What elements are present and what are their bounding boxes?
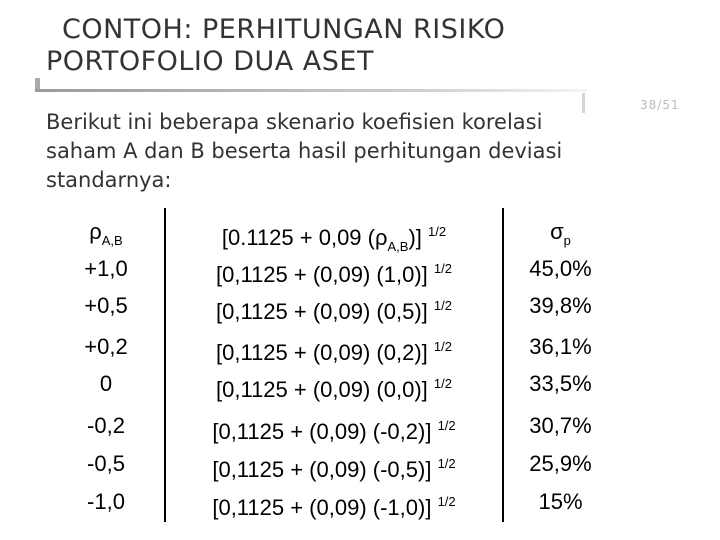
formula-exponent: 1/2 xyxy=(437,418,456,433)
rho-value: -0,5 xyxy=(87,451,125,476)
table-row xyxy=(48,446,617,482)
formula-exponent: 1/2 xyxy=(433,261,452,276)
table-row xyxy=(48,484,617,520)
intro-line-1: Berikut ini beberapa skenario koefisien korelasi xyxy=(46,110,543,134)
sigma-symbol: σ xyxy=(550,219,564,244)
formula-exponent: 1/2 xyxy=(433,339,452,354)
slide-title-line-2: PORTOFOLIO DUA ASET xyxy=(46,46,374,77)
slide-number: 38/51 xyxy=(640,98,680,112)
header-correlation xyxy=(48,214,164,250)
intro-text xyxy=(46,108,646,195)
table-row xyxy=(48,251,617,287)
table-row xyxy=(48,408,617,444)
std-dev-value: 15% xyxy=(538,489,583,514)
formula-cell xyxy=(166,329,502,365)
formula-text: [0,1125 + (0,09) (-0,5)] xyxy=(212,457,432,482)
formula-suffix: )] xyxy=(408,225,422,250)
formula-rho-subscript: A,B xyxy=(387,239,409,254)
formula-exponent: 1/2 xyxy=(433,298,452,313)
formula-prefix: [0.1125 + 0,09 ( xyxy=(221,225,375,250)
header-std-dev xyxy=(504,214,617,250)
std-dev-value: 45,0% xyxy=(529,256,592,281)
formula-text: [0,1125 + (0,09) (-0,2)] xyxy=(212,419,432,444)
std-dev-value: 33,5% xyxy=(529,371,592,396)
formula-rho-symbol: ρ xyxy=(374,225,388,250)
formula-cell xyxy=(166,484,502,520)
rho-symbol: ρ xyxy=(89,219,102,244)
rho-value: -1,0 xyxy=(87,489,125,514)
rho-value: +0,2 xyxy=(84,334,128,359)
intro-line-3: standarnya: xyxy=(46,168,172,192)
formula-cell xyxy=(166,251,502,287)
header-formula xyxy=(166,214,502,254)
formula-exponent: 1/2 xyxy=(428,224,447,239)
rho-value: +0,5 xyxy=(84,293,128,318)
formula-text: [0,1125 + (0,09) (0,2)] xyxy=(216,340,428,365)
formula-exponent: 1/2 xyxy=(437,456,456,471)
formula-text: [0,1125 + (0,09) (0,5)] xyxy=(216,299,428,324)
slide-title xyxy=(46,14,646,78)
formula-text: [0,1125 + (0,09) (1,0)] xyxy=(216,262,428,287)
table-row xyxy=(48,288,617,324)
std-dev-value: 39,8% xyxy=(529,293,592,318)
formula-cell xyxy=(166,288,502,324)
rho-value: +1,0 xyxy=(84,256,128,281)
rho-value: -0,2 xyxy=(87,413,125,438)
std-dev-value: 30,7% xyxy=(529,413,592,438)
table-row xyxy=(48,329,617,365)
formula-cell xyxy=(166,366,502,402)
formula-exponent: 1/2 xyxy=(433,376,452,391)
correlation-table xyxy=(48,208,617,522)
formula-text: [0,1125 + (0,09) (-1,0)] xyxy=(212,495,432,520)
sigma-subscript: p xyxy=(563,233,571,248)
title-underline xyxy=(35,89,587,92)
formula-text: [0,1125 + (0,09) (0,0)] xyxy=(216,377,428,402)
rho-value: 0 xyxy=(99,371,113,396)
slide-title-line-1: CONTOH: PERHITUNGAN RISIKO xyxy=(62,14,506,45)
std-dev-value: 25,9% xyxy=(529,451,592,476)
formula-cell xyxy=(166,408,502,444)
formula-cell xyxy=(166,446,502,482)
table-row xyxy=(48,366,617,402)
table-header-row xyxy=(48,214,617,254)
intro-line-2: saham A dan B beserta hasil perhitungan deviasi xyxy=(46,139,563,163)
rho-subscript: A,B xyxy=(101,233,123,248)
std-dev-value: 36,1% xyxy=(529,334,592,359)
formula-exponent: 1/2 xyxy=(437,494,456,509)
